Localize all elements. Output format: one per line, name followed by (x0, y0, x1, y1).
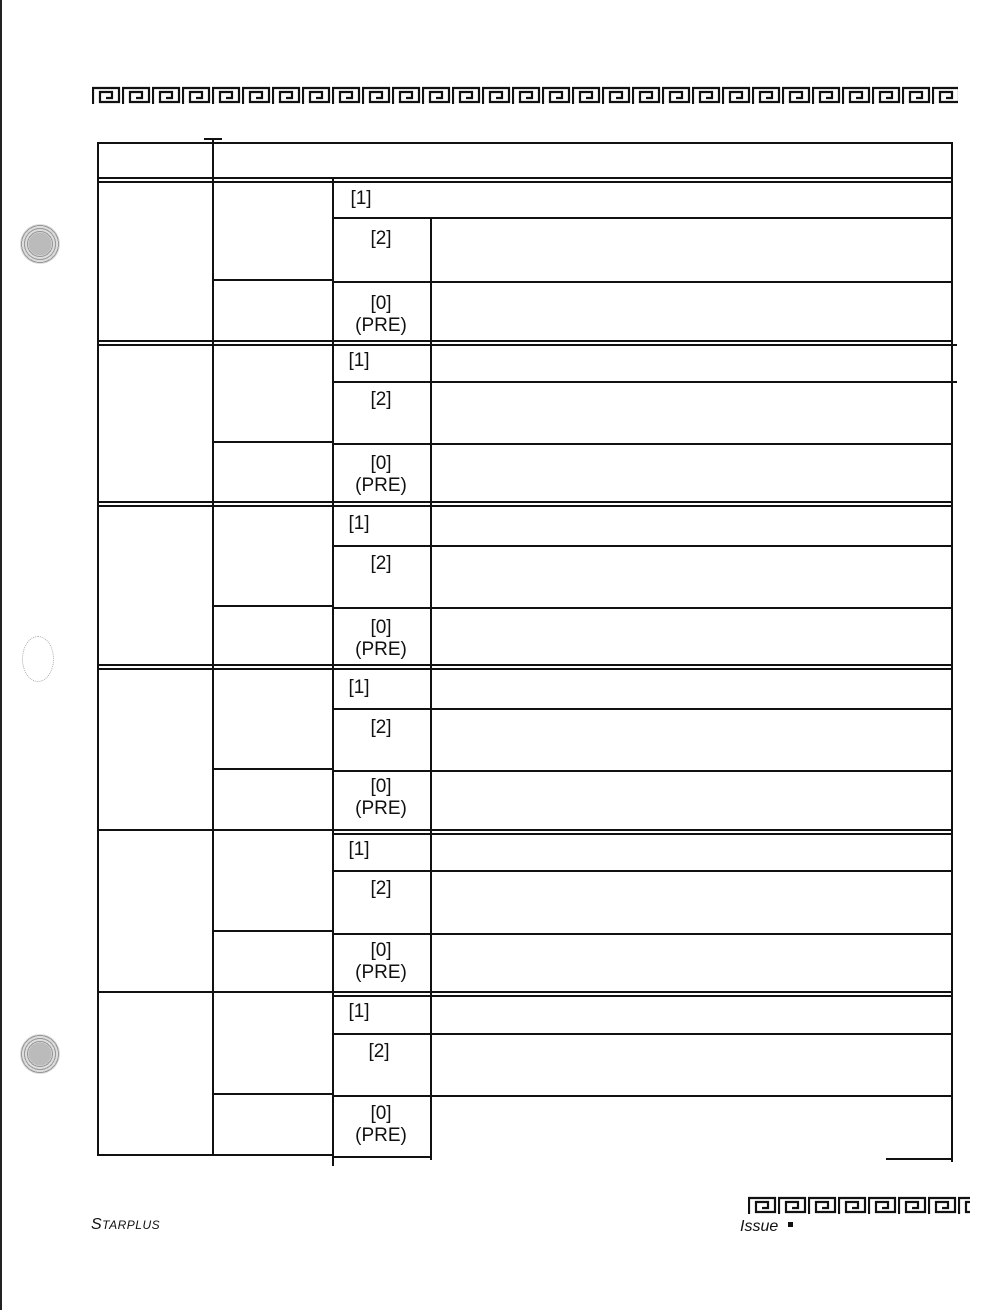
footer-brand-rest: TARPLUS (102, 1218, 161, 1232)
option-code: [1] (348, 1001, 370, 1022)
table-rule (951, 142, 953, 1162)
row-rule (332, 708, 953, 710)
group-separator (97, 664, 953, 666)
group-separator (97, 829, 953, 831)
option-code: [0] (370, 940, 392, 961)
row-rule (212, 930, 332, 932)
preset-label: (PRE) (355, 962, 407, 983)
option-code: [2] (370, 228, 392, 249)
table-rule (97, 142, 99, 1156)
preset-label: (PRE) (355, 639, 407, 660)
option-code: [1] (348, 350, 370, 371)
row-rule (332, 1033, 953, 1035)
option-code-default (336, 776, 426, 820)
option-code: [2] (370, 553, 392, 574)
group-separator (97, 991, 953, 993)
preset-label: (PRE) (355, 798, 407, 819)
row-rule (212, 605, 332, 607)
table-rule (212, 138, 214, 1156)
option-code-default (336, 453, 426, 497)
row-rule (332, 607, 953, 609)
greek-key-border-top-icon (92, 86, 958, 106)
group-separator (97, 668, 953, 670)
page-edge (0, 0, 2, 1310)
row-rule (332, 545, 953, 547)
table-bottom-rule (97, 1154, 333, 1156)
option-code: [0] (370, 293, 392, 314)
option-code-default (336, 293, 426, 337)
option-code: [2] (370, 389, 392, 410)
row-rule (332, 217, 953, 219)
binder-hole-icon (20, 1034, 60, 1074)
group-separator (97, 501, 953, 503)
table-rule (430, 218, 432, 1160)
table-rule (204, 138, 222, 140)
option-code: [1] (348, 677, 370, 698)
option-code: [1] (348, 839, 370, 860)
binder-hole-icon (22, 636, 54, 682)
row-rule (332, 933, 953, 935)
group-separator (97, 340, 953, 342)
binder-hole-icon (20, 224, 60, 264)
option-code: [2] (370, 878, 392, 899)
row-rule (212, 279, 332, 281)
bullet-icon (788, 1222, 793, 1227)
footer-brand (91, 1216, 160, 1234)
option-code-default (336, 617, 426, 661)
table-bottom-rule (332, 1156, 430, 1158)
table-rule (97, 142, 953, 144)
footer-brand-first: S (91, 1216, 103, 1233)
row-rule (212, 768, 332, 770)
footer-issue-label: Issue (740, 1218, 779, 1235)
option-code: [2] (370, 717, 392, 738)
greek-key-border-bottom-icon (748, 1196, 970, 1216)
option-code: [1] (348, 513, 370, 534)
option-code-default (336, 1103, 426, 1147)
row-rule (212, 1093, 332, 1095)
row-rule (332, 443, 953, 445)
option-code: [0] (370, 1103, 392, 1124)
group-separator (332, 833, 953, 835)
option-code: [0] (370, 453, 392, 474)
option-code: [1] (350, 188, 372, 209)
group-separator (97, 177, 953, 179)
option-code: [0] (370, 617, 392, 638)
group-separator (332, 995, 953, 997)
row-rule (332, 1095, 953, 1097)
group-separator (97, 344, 957, 346)
preset-label: (PRE) (355, 315, 407, 336)
option-code: [0] (370, 776, 392, 797)
row-rule (212, 441, 332, 443)
option-code-default (336, 940, 426, 984)
option-code: [2] (368, 1041, 390, 1062)
row-rule (332, 870, 953, 872)
row-rule (332, 281, 953, 283)
preset-label: (PRE) (355, 1125, 407, 1146)
row-rule (332, 381, 957, 383)
table-bottom-rule (886, 1158, 953, 1160)
preset-label: (PRE) (355, 475, 407, 496)
row-rule (332, 770, 953, 772)
group-separator (97, 505, 953, 507)
group-separator (97, 181, 953, 183)
